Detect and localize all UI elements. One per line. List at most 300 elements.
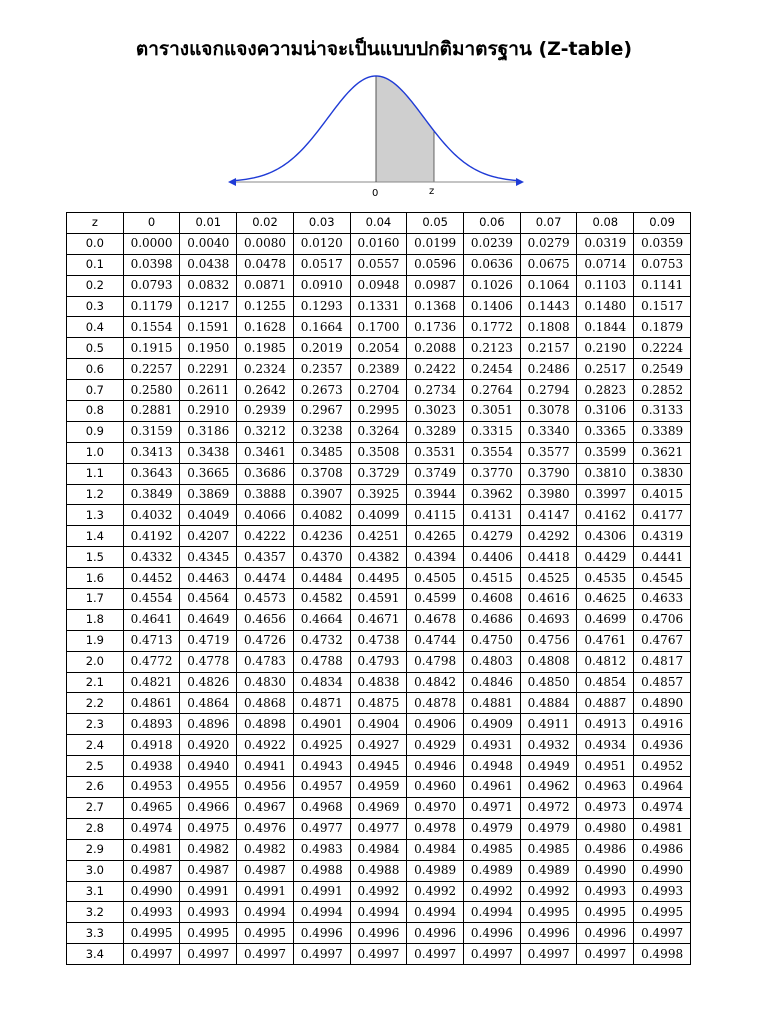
table-cell: 0.4147 [520,505,577,526]
table-cell: 0.3869 [180,484,237,505]
table-row [67,442,691,463]
table-cell: 0.0120 [293,233,350,254]
table-cell: 0.4279 [464,526,521,547]
table-cell: 0.4738 [350,630,407,651]
table-cell: 0.2967 [293,401,350,422]
table-cell: 0.4756 [520,630,577,651]
table-cell: 0.2454 [464,359,521,380]
row-z-value: 0.3 [67,296,124,317]
table-cell: 0.4949 [520,756,577,777]
table-row [67,923,691,944]
table-cell: 0.4932 [520,735,577,756]
table-row [67,756,691,777]
table-cell: 0.2580 [123,380,180,401]
table-cell: 0.4808 [520,651,577,672]
table-cell: 0.4918 [123,735,180,756]
table-cell: 0.4656 [237,609,294,630]
table-cell: 0.4995 [180,923,237,944]
table-cell: 0.4981 [634,818,691,839]
table-cell: 0.3686 [237,463,294,484]
table-cell: 0.0596 [407,254,464,275]
table-row [67,860,691,881]
table-cell: 0.4990 [634,860,691,881]
table-cell: 0.4871 [293,693,350,714]
row-z-value: 2.0 [67,651,124,672]
table-row [67,526,691,547]
table-cell: 0.0793 [123,275,180,296]
table-cell: 0.1179 [123,296,180,317]
table-cell: 0.4961 [464,777,521,798]
table-cell: 0.4940 [180,756,237,777]
table-cell: 0.3962 [464,484,521,505]
table-cell: 0.4236 [293,526,350,547]
table-cell: 0.4992 [520,881,577,902]
table-cell: 0.4418 [520,547,577,568]
table-cell: 0.4997 [520,944,577,965]
table-cell: 0.2123 [464,338,521,359]
table-cell: 0.4987 [237,860,294,881]
table-cell: 0.1808 [520,317,577,338]
table-cell: 0.3849 [123,484,180,505]
table-cell: 0.4913 [577,714,634,735]
table-cell: 0.4846 [464,672,521,693]
row-z-value: 0.9 [67,421,124,442]
table-row [67,421,691,442]
table-cell: 0.4861 [123,693,180,714]
table-cell: 0.1844 [577,317,634,338]
table-cell: 0.4265 [407,526,464,547]
table-cell: 0.4993 [577,881,634,902]
table-cell: 0.3508 [350,442,407,463]
table-cell: 0.4991 [237,881,294,902]
table-cell: 0.4963 [577,777,634,798]
table-cell: 0.4842 [407,672,464,693]
table-cell: 0.3888 [237,484,294,505]
table-cell: 0.4977 [293,818,350,839]
z-table [66,212,691,965]
table-cell: 0.4952 [634,756,691,777]
table-cell: 0.4032 [123,505,180,526]
table-cell: 0.4997 [237,944,294,965]
table-cell: 0.3770 [464,463,521,484]
table-cell: 0.4997 [350,944,407,965]
table-cell: 0.4983 [293,839,350,860]
table-cell: 0.2995 [350,401,407,422]
table-cell: 0.4515 [464,568,521,589]
table-cell: 0.4893 [123,714,180,735]
table-cell: 0.2611 [180,380,237,401]
table-cell: 0.1772 [464,317,521,338]
row-z-value: 0.6 [67,359,124,380]
table-cell: 0.4767 [634,630,691,651]
table-cell: 0.4817 [634,651,691,672]
table-cell: 0.4664 [293,609,350,630]
table-cell: 0.4998 [634,944,691,965]
table-cell: 0.4997 [407,944,464,965]
table-cell: 0.4066 [237,505,294,526]
table-cell: 0.1331 [350,296,407,317]
table-cell: 0.4854 [577,672,634,693]
table-cell: 0.4082 [293,505,350,526]
table-cell: 0.4911 [520,714,577,735]
table-row [67,568,691,589]
table-cell: 0.4909 [464,714,521,735]
table-cell: 0.4990 [577,860,634,881]
table-cell: 0.4996 [464,923,521,944]
table-cell: 0.4929 [407,735,464,756]
table-cell: 0.4292 [520,526,577,547]
table-cell: 0.4878 [407,693,464,714]
table-cell: 0.1736 [407,317,464,338]
table-cell: 0.4993 [634,881,691,902]
table-cell: 0.2257 [123,359,180,380]
table-cell: 0.4732 [293,630,350,651]
table-cell: 0.0948 [350,275,407,296]
row-z-value: 3.3 [67,923,124,944]
table-row [67,944,691,965]
table-cell: 0.2852 [634,380,691,401]
table-cell: 0.0478 [237,254,294,275]
table-cell: 0.1406 [464,296,521,317]
table-cell: 0.4599 [407,589,464,610]
row-z-value: 2.2 [67,693,124,714]
table-row [67,317,691,338]
table-cell: 0.3365 [577,421,634,442]
table-cell: 0.4463 [180,568,237,589]
row-z-value: 2.8 [67,818,124,839]
table-row [67,505,691,526]
table-cell: 0.4633 [634,589,691,610]
table-cell: 0.2642 [237,380,294,401]
table-row [67,380,691,401]
table-cell: 0.4761 [577,630,634,651]
table-cell: 0.4996 [293,923,350,944]
row-z-value: 3.0 [67,860,124,881]
table-cell: 0.2823 [577,380,634,401]
table-cell: 0.4896 [180,714,237,735]
table-row [67,463,691,484]
table-cell: 0.4706 [634,609,691,630]
row-z-value: 3.1 [67,881,124,902]
table-cell: 0.0714 [577,254,634,275]
table-cell: 0.3238 [293,421,350,442]
table-cell: 0.4686 [464,609,521,630]
table-cell: 0.4925 [293,735,350,756]
header-col: 0.03 [293,213,350,234]
table-row [67,735,691,756]
table-cell: 0.4927 [350,735,407,756]
table-cell: 0.4997 [293,944,350,965]
table-cell: 0.0239 [464,233,521,254]
table-cell: 0.3599 [577,442,634,463]
table-cell: 0.4726 [237,630,294,651]
row-z-value: 1.0 [67,442,124,463]
row-z-value: 2.1 [67,672,124,693]
row-z-value: 3.2 [67,902,124,923]
table-cell: 0.4826 [180,672,237,693]
table-cell: 0.4968 [293,797,350,818]
table-cell: 0.0438 [180,254,237,275]
table-cell: 0.4251 [350,526,407,547]
table-cell: 0.4821 [123,672,180,693]
row-z-value: 1.8 [67,609,124,630]
header-col: 0.08 [577,213,634,234]
table-cell: 0.4693 [520,609,577,630]
header-z: z [67,213,124,234]
table-cell: 0.3186 [180,421,237,442]
table-cell: 0.4994 [293,902,350,923]
table-cell: 0.4744 [407,630,464,651]
row-z-value: 1.1 [67,463,124,484]
table-row [67,547,691,568]
table-cell: 0.4997 [464,944,521,965]
table-cell: 0.4988 [350,860,407,881]
table-cell: 0.0517 [293,254,350,275]
table-row [67,672,691,693]
table-cell: 0.4943 [293,756,350,777]
table-cell: 0.3133 [634,401,691,422]
table-cell: 0.1554 [123,317,180,338]
table-cell: 0.2357 [293,359,350,380]
table-cell: 0.4535 [577,568,634,589]
table-cell: 0.4984 [407,839,464,860]
table-cell: 0.4382 [350,547,407,568]
table-cell: 0.1480 [577,296,634,317]
table-cell: 0.4049 [180,505,237,526]
table-cell: 0.1591 [180,317,237,338]
table-row [67,296,691,317]
table-cell: 0.4964 [634,777,691,798]
table-cell: 0.2291 [180,359,237,380]
table-row [67,359,691,380]
table-cell: 0.4994 [350,902,407,923]
table-cell: 0.2054 [350,338,407,359]
table-cell: 0.4976 [237,818,294,839]
table-cell: 0.4967 [237,797,294,818]
table-cell: 0.0987 [407,275,464,296]
table-cell: 0.4945 [350,756,407,777]
table-cell: 0.4207 [180,526,237,547]
table-cell: 0.4991 [180,881,237,902]
table-cell: 0.4985 [520,839,577,860]
table-cell: 0.4890 [634,693,691,714]
row-z-value: 0.5 [67,338,124,359]
table-cell: 0.4922 [237,735,294,756]
table-cell: 0.4798 [407,651,464,672]
table-cell: 0.4989 [520,860,577,881]
table-cell: 0.4970 [407,797,464,818]
table-cell: 0.4131 [464,505,521,526]
table-cell: 0.1443 [520,296,577,317]
table-cell: 0.0279 [520,233,577,254]
table-cell: 0.0557 [350,254,407,275]
table-cell: 0.3461 [237,442,294,463]
table-cell: 0.4429 [577,547,634,568]
row-z-value: 0.7 [67,380,124,401]
table-cell: 0.3643 [123,463,180,484]
table-cell: 0.4934 [577,735,634,756]
table-cell: 0.4982 [180,839,237,860]
table-cell: 0.3023 [407,401,464,422]
table-cell: 0.4525 [520,568,577,589]
table-cell: 0.4979 [464,818,521,839]
table-cell: 0.2910 [180,401,237,422]
table-cell: 0.4995 [634,902,691,923]
table-cell: 0.4948 [464,756,521,777]
table-cell: 0.3790 [520,463,577,484]
table-cell: 0.3907 [293,484,350,505]
table-row [67,609,691,630]
table-cell: 0.4987 [123,860,180,881]
row-z-value: 2.5 [67,756,124,777]
table-cell: 0.4996 [577,923,634,944]
table-cell: 0.1255 [237,296,294,317]
table-cell: 0.4678 [407,609,464,630]
table-cell: 0.4699 [577,609,634,630]
table-cell: 0.4974 [123,818,180,839]
table-cell: 0.4406 [464,547,521,568]
left-arrow-icon [228,178,236,186]
table-cell: 0.4641 [123,609,180,630]
table-cell: 0.4995 [237,923,294,944]
table-cell: 0.1368 [407,296,464,317]
table-row [67,401,691,422]
table-row [67,233,691,254]
table-cell: 0.4951 [577,756,634,777]
table-cell: 0.4984 [350,839,407,860]
table-cell: 0.2764 [464,380,521,401]
table-row [67,630,691,651]
table-cell: 0.0636 [464,254,521,275]
row-z-value: 0.1 [67,254,124,275]
table-cell: 0.4904 [350,714,407,735]
right-arrow-icon [516,178,524,186]
table-cell: 0.3289 [407,421,464,442]
table-cell: 0.4979 [520,818,577,839]
table-cell: 0.4222 [237,526,294,547]
table-cell: 0.3554 [464,442,521,463]
table-cell: 0.4994 [237,902,294,923]
table-cell: 0.3413 [123,442,180,463]
table-cell: 0.4901 [293,714,350,735]
table-cell: 0.4370 [293,547,350,568]
normal-curve-figure [220,64,540,204]
table-cell: 0.3997 [577,484,634,505]
page-title: ตารางแจกแจงความน่าจะเป็นแบบปกติมาตรฐาน (Z-table) [135,38,633,60]
header-col: 0.06 [464,213,521,234]
table-cell: 0.4975 [180,818,237,839]
row-z-value: 1.6 [67,568,124,589]
header-col: 0.01 [180,213,237,234]
table-cell: 0.1950 [180,338,237,359]
table-cell: 0.3106 [577,401,634,422]
table-cell: 0.4992 [350,881,407,902]
table-cell: 0.4573 [237,589,294,610]
table-row [67,338,691,359]
table-cell: 0.4750 [464,630,521,651]
table-cell: 0.4990 [123,881,180,902]
table-cell: 0.4941 [237,756,294,777]
table-cell: 0.3264 [350,421,407,442]
table-cell: 0.4906 [407,714,464,735]
header-col: 0 [123,213,180,234]
table-cell: 0.2324 [237,359,294,380]
table-cell: 0.4936 [634,735,691,756]
table-cell: 0.4812 [577,651,634,672]
table-row [67,589,691,610]
table-cell: 0.4960 [407,777,464,798]
table-cell: 0.4980 [577,818,634,839]
table-cell: 0.3577 [520,442,577,463]
table-cell: 0.4616 [520,589,577,610]
row-z-value: 1.7 [67,589,124,610]
table-cell: 0.4838 [350,672,407,693]
table-cell: 0.4192 [123,526,180,547]
table-cell: 0.1879 [634,317,691,338]
header-col: 0.02 [237,213,294,234]
shaded-area [376,76,434,182]
table-cell: 0.4938 [123,756,180,777]
table-cell: 0.4868 [237,693,294,714]
table-cell: 0.4332 [123,547,180,568]
table-cell: 0.4834 [293,672,350,693]
table-cell: 0.2673 [293,380,350,401]
table-cell: 0.2517 [577,359,634,380]
table-row [67,651,691,672]
table-cell: 0.4985 [464,839,521,860]
table-cell: 0.0832 [180,275,237,296]
table-cell: 0.4959 [350,777,407,798]
table-cell: 0.4997 [180,944,237,965]
table-cell: 0.4875 [350,693,407,714]
table-cell: 0.0871 [237,275,294,296]
table-cell: 0.4719 [180,630,237,651]
table-cell: 0.4978 [407,818,464,839]
table-cell: 0.4973 [577,797,634,818]
table-cell: 0.2088 [407,338,464,359]
table-cell: 0.3925 [350,484,407,505]
table-cell: 0.0080 [237,233,294,254]
table-row [67,881,691,902]
table-cell: 0.4671 [350,609,407,630]
table-cell: 0.2794 [520,380,577,401]
table-cell: 0.4946 [407,756,464,777]
table-cell: 0.2881 [123,401,180,422]
row-z-value: 1.5 [67,547,124,568]
table-cell: 0.4505 [407,568,464,589]
table-cell: 0.1217 [180,296,237,317]
table-cell: 0.4953 [123,777,180,798]
table-cell: 0.4931 [464,735,521,756]
row-z-value: 0.8 [67,401,124,422]
row-z-value: 1.2 [67,484,124,505]
header-col: 0.09 [634,213,691,234]
table-cell: 0.4564 [180,589,237,610]
row-z-value: 0.0 [67,233,124,254]
table-cell: 0.3944 [407,484,464,505]
table-cell: 0.1517 [634,296,691,317]
table-cell: 0.4778 [180,651,237,672]
table-cell: 0.4982 [237,839,294,860]
table-cell: 0.3159 [123,421,180,442]
table-cell: 0.4177 [634,505,691,526]
table-cell: 0.4713 [123,630,180,651]
table-cell: 0.4989 [464,860,521,881]
table-cell: 0.4991 [293,881,350,902]
table-cell: 0.4319 [634,526,691,547]
table-cell: 0.1700 [350,317,407,338]
table-cell: 0.4993 [180,902,237,923]
